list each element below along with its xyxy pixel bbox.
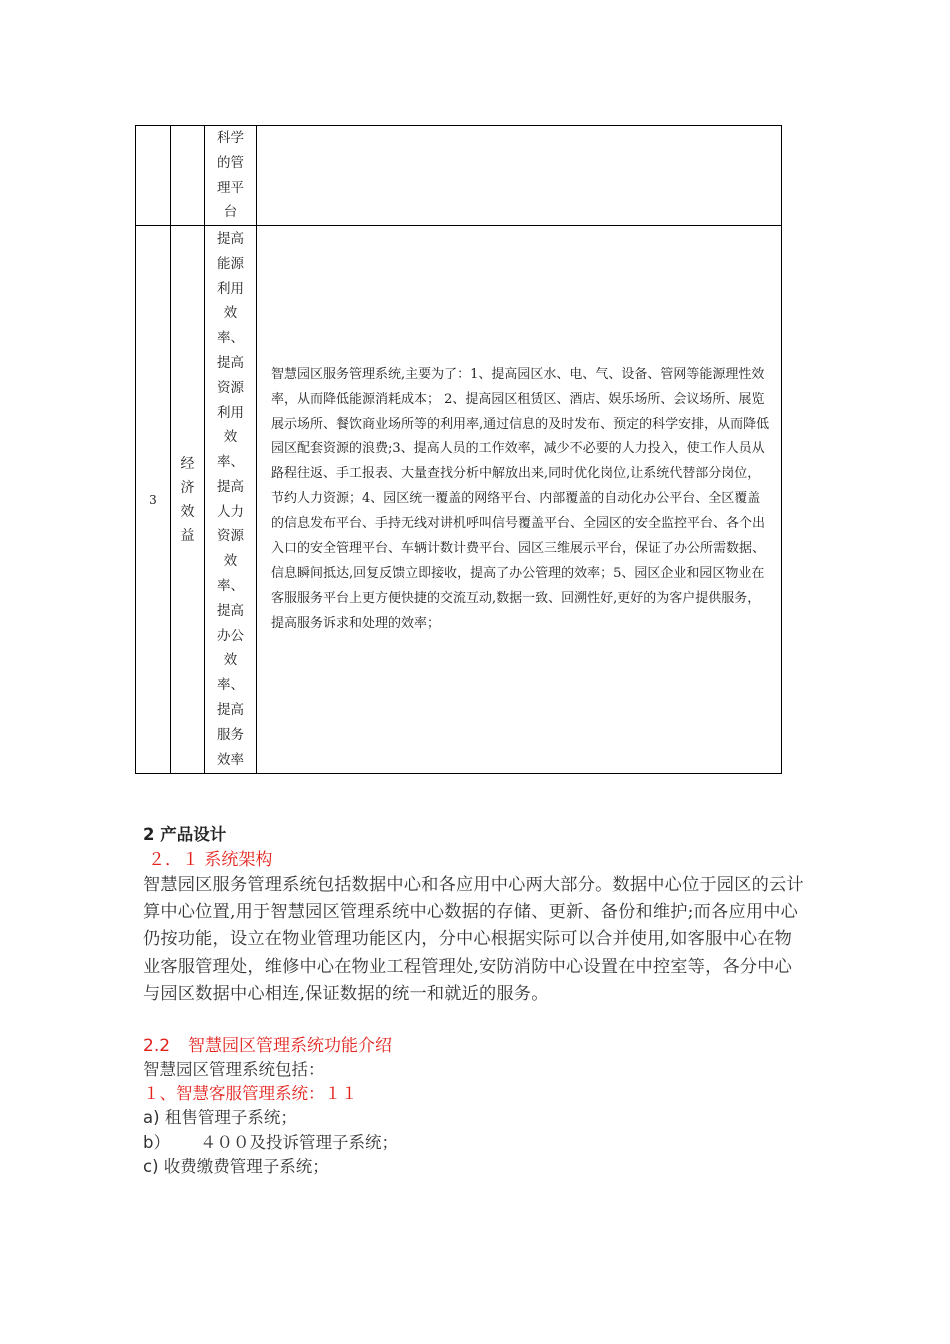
- item-cell: [205, 126, 257, 226]
- list-item: [143, 1106, 808, 1131]
- description-text: 智慧园区服务管理系统,主要为了：1、提高园区水、电、气、设备、管网等能源理性效率，从而降低能源消耗成本； 2、提高园区租赁区、酒店、娱乐场所、会议场所、展览展示场所、餐饮商业场所等的利用率,通过信息的及时发布、预定的科学安排，从而降低园区配套资源的浪费;3、提高人员的工作效率，减少不必要的人力投入，使工作人员从路程往返、手工报表、大量查找分析中解放出来,同时优化岗位,让系统代替部分岗位，节约人力资源；4、园区统一覆盖的网络平台、内部覆盖的自动化办公平台、全区覆盖的信息发布平台、手持无线对讲机呼叫信号覆盖平台、全园区的安全监控平台、各个出入口的安全管理平台、车辆计数计费平台、园区三维展示平台，保证了办公所需数据、信息瞬间抵达,回复反馈立即接收，提高了办公管理的效率；5、园区企业和园区物业在客服服务平台上更方便快捷的交流互动,数据一致、回溯性好,更好的为客户提供服务，提高服务诉求和处理的效率；: [271, 366, 770, 631]
- category-text: 经济效益: [180, 455, 195, 544]
- category-cell: [171, 226, 205, 774]
- subsection-heading-architecture: ２．１ 系统架构: [148, 850, 273, 870]
- architecture-paragraph: 智慧园区服务管理系统包括数据中心和各应用中心两大部分。数据中心位于园区的云计算中心位置,用于智慧园区管理系统中心数据的存储、更新、备份和维护;而各应用中心仍按功能，设立在物业管理功能区内，分中心根据实际可以合并使用,如客服中心在物业客服管理处，维修中心在物业工程管理处,安防消防中心设置在中控室等，各分中心与园区数据中心相连,保证数据的统一和就近的服务。: [143, 875, 804, 1004]
- list-text: ４００及投诉管理子系统；: [199, 1132, 398, 1152]
- list-item: [143, 1131, 808, 1156]
- functions-intro: 智慧园区管理系统包括：: [143, 1060, 325, 1080]
- list-text: 租售管理子系统；: [164, 1108, 297, 1128]
- row-number-cell: 3: [136, 226, 171, 774]
- document-body: [143, 822, 808, 1180]
- list-marker: c): [143, 1157, 159, 1177]
- subsection-heading-functions: [143, 1034, 808, 1058]
- row-number-cell: [136, 126, 171, 226]
- item-text: 科学的管理平台: [217, 130, 244, 221]
- list-item: [143, 1155, 808, 1180]
- item-text: 提高能源利用效率、提高资源利用效率、提高人力资源效率、提高办公效率、提高服务效率: [217, 230, 244, 768]
- list-marker: a): [143, 1108, 160, 1128]
- table-row: [136, 126, 782, 226]
- list-text: 收费缴费管理子系统；: [163, 1157, 329, 1177]
- item-cell: [205, 226, 257, 774]
- list-heading-customer-service: １、智慧客服管理系统：１１: [143, 1084, 358, 1104]
- table-row: [136, 226, 782, 774]
- subsection-title: 智慧园区管理系统功能介绍: [188, 1036, 393, 1057]
- list-marker: b）: [143, 1132, 170, 1152]
- section-heading: 2 产品设计: [143, 825, 227, 844]
- subsection-number: 2.2: [143, 1036, 171, 1057]
- description-cell: [257, 226, 782, 774]
- category-cell: [171, 126, 205, 226]
- benefits-table: [135, 125, 782, 774]
- description-cell: [257, 126, 782, 226]
